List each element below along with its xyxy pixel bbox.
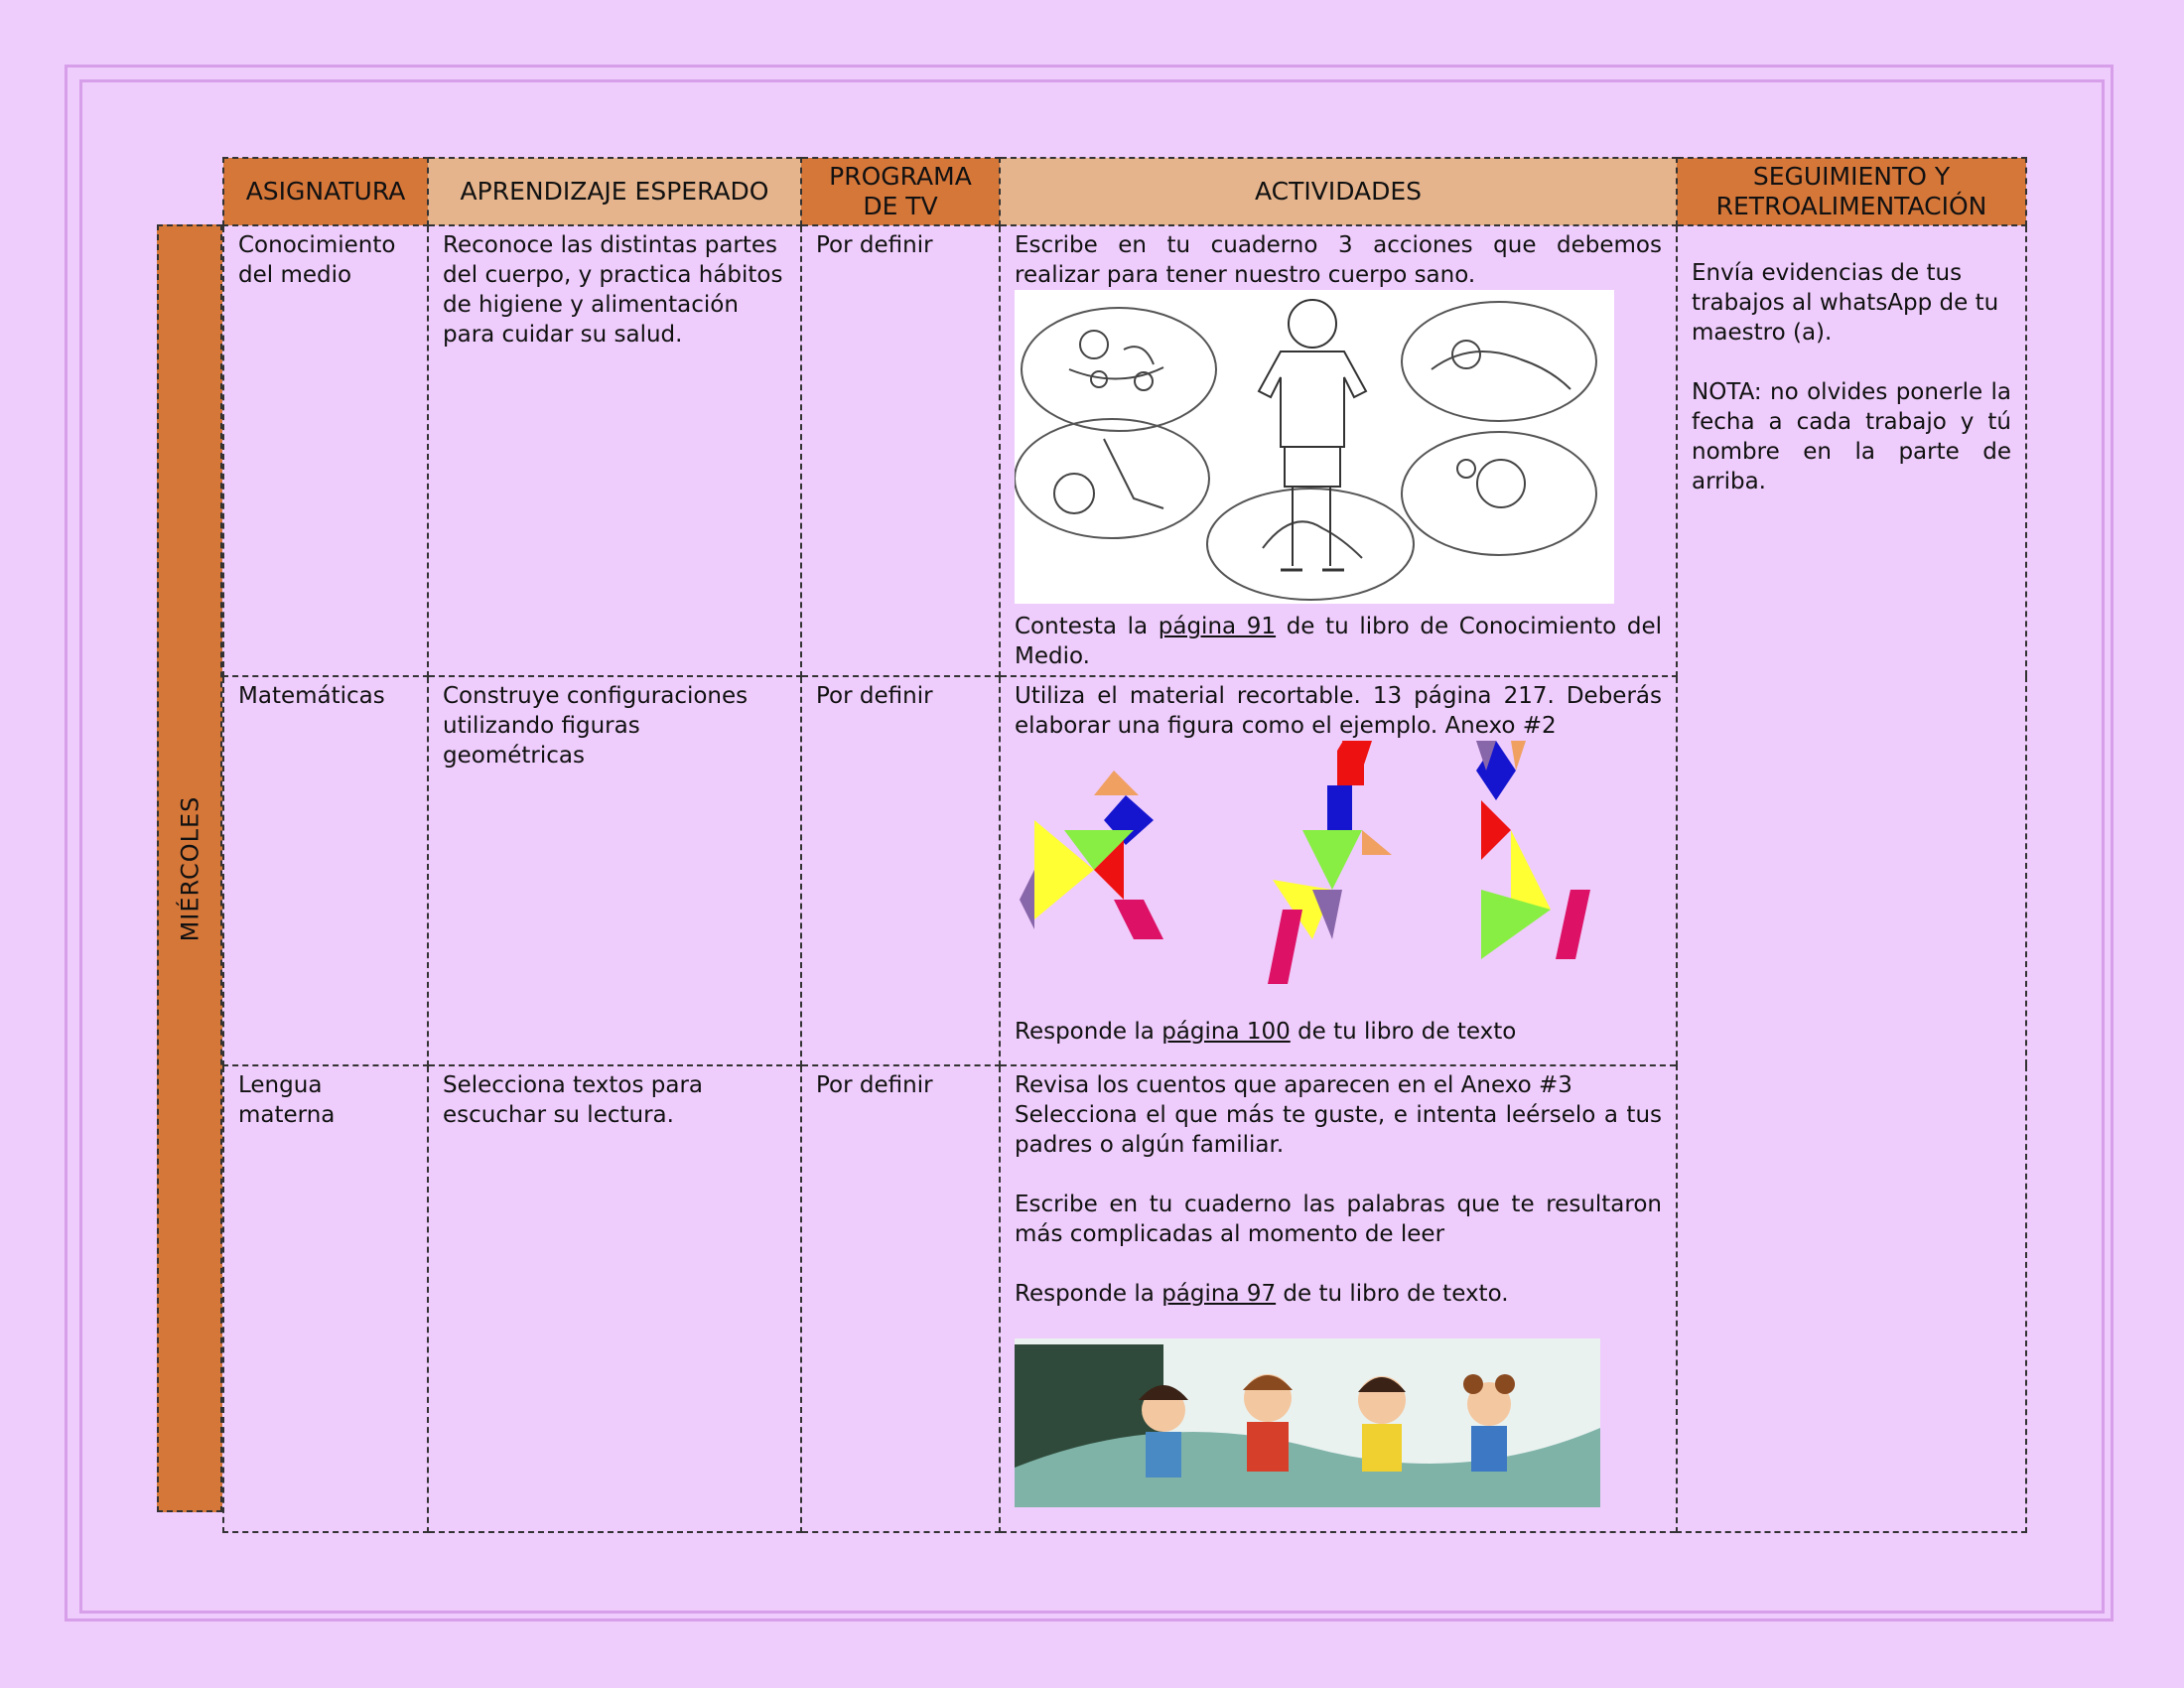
- day-label: MIÉRCOLES: [176, 795, 205, 941]
- header-learning: APRENDIZAJE ESPERADO: [428, 158, 801, 225]
- activity-instruction: Responde la página 100 de tu libro de texto: [1015, 1019, 1517, 1045]
- header-subject: ASIGNATURA: [223, 158, 428, 225]
- followup-cell: [1677, 225, 2026, 1532]
- activity-instruction: Responde la página 97 de tu libro de texto.: [1015, 1281, 1509, 1307]
- activity-instruction: Contesta la página 91 de tu libro de Conocimiento del Medio.: [1015, 614, 1662, 669]
- subject-cell: Lengua materna: [223, 1065, 428, 1532]
- activities-cell: [1000, 225, 1677, 676]
- learning-cell: Reconoce las distintas partes del cuerpo, y practica hábitos de higiene y alimentación para cuidar su salud.: [428, 225, 801, 676]
- header-tv: PROGRAMA DE TV: [801, 158, 1000, 225]
- page-reference-link[interactable]: página 97: [1161, 1281, 1277, 1307]
- learning-cell: Selecciona textos para escuchar su lectura.: [428, 1065, 801, 1532]
- schedule-table: [222, 157, 2027, 1533]
- activities-cell: [1000, 676, 1677, 1065]
- learning-cell: Construye configuraciones utilizando figuras geométricas: [428, 676, 801, 1065]
- activity-text: Selecciona el que más te guste, e intenta leérselo a tus padres o algún familiar.: [1015, 1102, 1662, 1158]
- page-reference-link[interactable]: página 91: [1158, 614, 1277, 639]
- tangram-figures-illustration: [1015, 741, 1662, 1009]
- activity-text: Escribe en tu cuaderno 3 acciones que debemos realizar para tener nuestro cuerpo sano.: [1015, 232, 1662, 288]
- followup-text: Envía evidencias de tus trabajos al whatsApp de tu maestro (a).: [1692, 260, 1999, 346]
- activities-cell: [1000, 1065, 1677, 1532]
- header-followup: SEGUIMIENTO Y RETROALIMENTACIÓN: [1677, 158, 2026, 225]
- header-row: [223, 158, 2026, 225]
- tv-cell: Por definir: [801, 676, 1000, 1065]
- activity-text: Utiliza el material recortable. 13 página 217. Deberás elaborar una figura como el ejemplo. Anexo #2: [1015, 683, 1662, 739]
- followup-note: NOTA: no olvides ponerle la fecha a cada trabajo y tú nombre en la parte de arriba.: [1692, 379, 2011, 494]
- page-reference-link[interactable]: página 100: [1161, 1019, 1291, 1045]
- tv-cell: Por definir: [801, 1065, 1000, 1532]
- day-label-wrap: [157, 224, 222, 1512]
- header-activities: ACTIVIDADES: [1000, 158, 1677, 225]
- activity-text: Revisa los cuentos que aparecen en el Anexo #3: [1015, 1072, 1572, 1098]
- subject-cell: Conocimiento del medio: [223, 225, 428, 676]
- children-reading-illustration: [1015, 1338, 1600, 1507]
- tv-cell: Por definir: [801, 225, 1000, 676]
- subject-cell: Matemáticas: [223, 676, 428, 1065]
- activity-text: Escribe en tu cuaderno las palabras que te resultaron más complicadas al momento de leer: [1015, 1192, 1662, 1247]
- table-row: [223, 225, 2026, 676]
- healthy-habits-illustration: [1015, 290, 1614, 604]
